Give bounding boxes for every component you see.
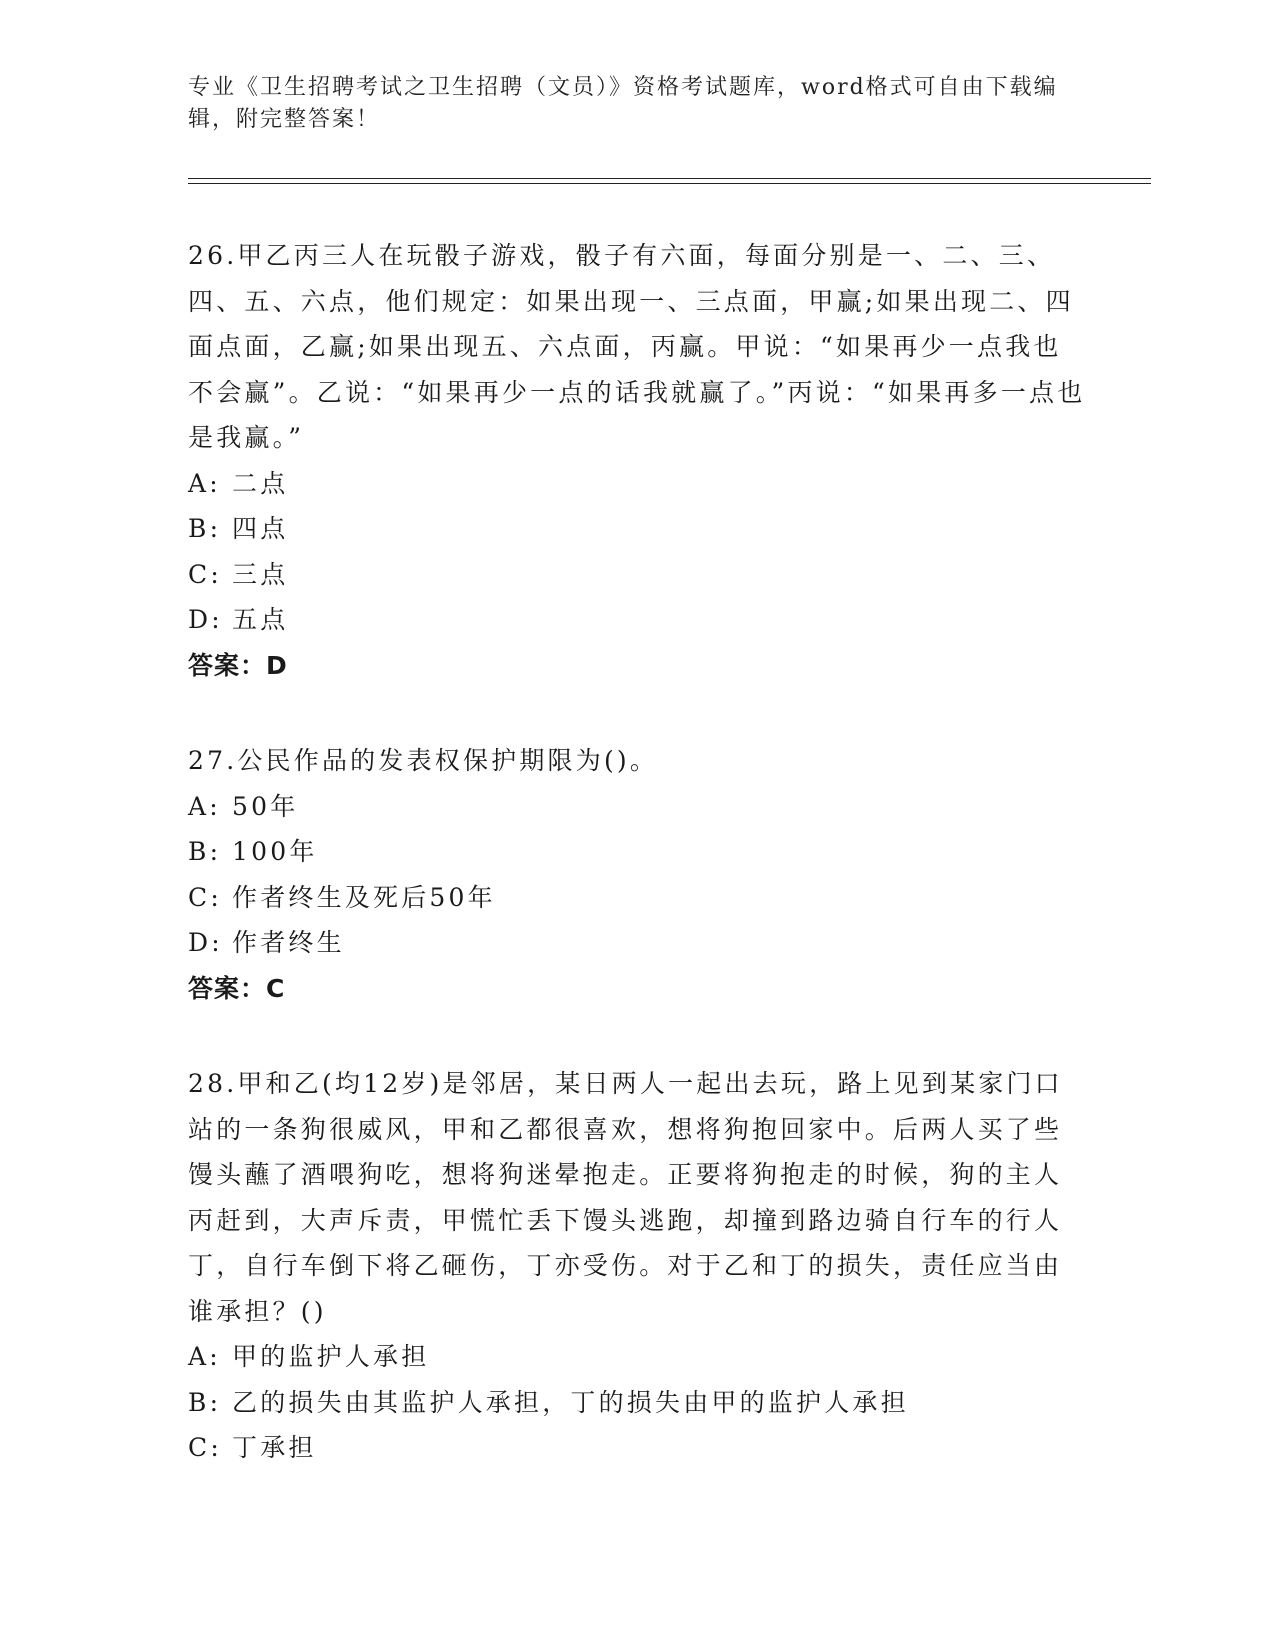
option-key: A: — [188, 468, 221, 498]
question-28 — [188, 1061, 1088, 1471]
option-text: 二点 — [232, 468, 289, 498]
option-text: 作者终生及死后50年 — [232, 882, 496, 912]
question-26 — [188, 233, 1088, 688]
option-key: C: — [188, 559, 222, 589]
option-key: C: — [188, 1433, 222, 1462]
option-d — [188, 597, 1088, 643]
header-rule-top — [188, 178, 1151, 179]
page-header: 专业《卫生招聘考试之卫生招聘（文员）》资格考试题库，word格式可自由下载编辑，附完整答案！ — [188, 75, 1058, 132]
option-key: A: — [188, 1342, 221, 1371]
option-a — [188, 1334, 1088, 1380]
option-b — [188, 1380, 1088, 1426]
question-27 — [188, 738, 1088, 1011]
option-d — [188, 920, 1088, 966]
option-key: B: — [188, 514, 222, 543]
option-text: 50年 — [232, 791, 299, 821]
answer-line: 答案：D — [188, 650, 288, 680]
option-text: 五点 — [232, 605, 289, 634]
question-list — [188, 233, 1088, 1521]
option-text: 作者终生 — [232, 928, 345, 957]
question-stem: 26.甲乙丙三人在玩骰子游戏，骰子有六面，每面分别是一、二、三、四、五、六点，他们规定：如果出现一、三点面，甲赢;如果出现二、四面点面，乙赢;如果出现五、六点面，丙赢。甲说：“如果再少一点我也不会赢”。乙说：“如果再少一点的话我就赢了。”丙说：“如果再多一点也是我赢。” — [188, 241, 1086, 452]
option-text: 100年 — [232, 837, 318, 866]
option-key: D: — [188, 928, 223, 957]
option-key: B: — [188, 1387, 222, 1417]
option-b — [188, 506, 1088, 552]
option-b — [188, 829, 1088, 875]
option-c — [188, 875, 1088, 921]
option-key: B: — [188, 837, 222, 866]
option-text: 丁承担 — [232, 1433, 317, 1462]
header-rule-bottom — [188, 183, 1151, 184]
option-a — [188, 784, 1088, 830]
question-stem: 27.公民作品的发表权保护期限为()。 — [188, 746, 659, 775]
option-a — [188, 461, 1088, 507]
answer-line: 答案：C — [188, 973, 286, 1003]
option-key: C: — [188, 882, 222, 912]
option-text: 四点 — [232, 514, 289, 543]
option-text: 乙的损失由其监护人承担，丁的损失由甲的监护人承担 — [232, 1387, 909, 1417]
option-text: 甲的监护人承担 — [232, 1342, 430, 1371]
option-key: A: — [188, 791, 221, 821]
option-key: D: — [188, 605, 223, 634]
question-stem: 28.甲和乙(均12岁)是邻居，某日两人一起出去玩，路上见到某家门口站的一条狗很威风，甲和乙都很喜欢，想将狗抱回家中。后两人买了些馒头蘸了酒喂狗吃，想将狗迷晕抱走。正要将狗抱走的时候，狗的主人丙赶到，大声斥责，甲慌忙丢下馒头逃跑，却撞到路边骑自行车的行人丁，自行车倒下将乙砸伤，丁亦受伤。对于乙和丁的损失，责任应当由谁承担？() — [188, 1069, 1063, 1326]
option-text: 三点 — [232, 559, 289, 589]
option-c — [188, 1425, 1088, 1471]
option-c — [188, 552, 1088, 598]
